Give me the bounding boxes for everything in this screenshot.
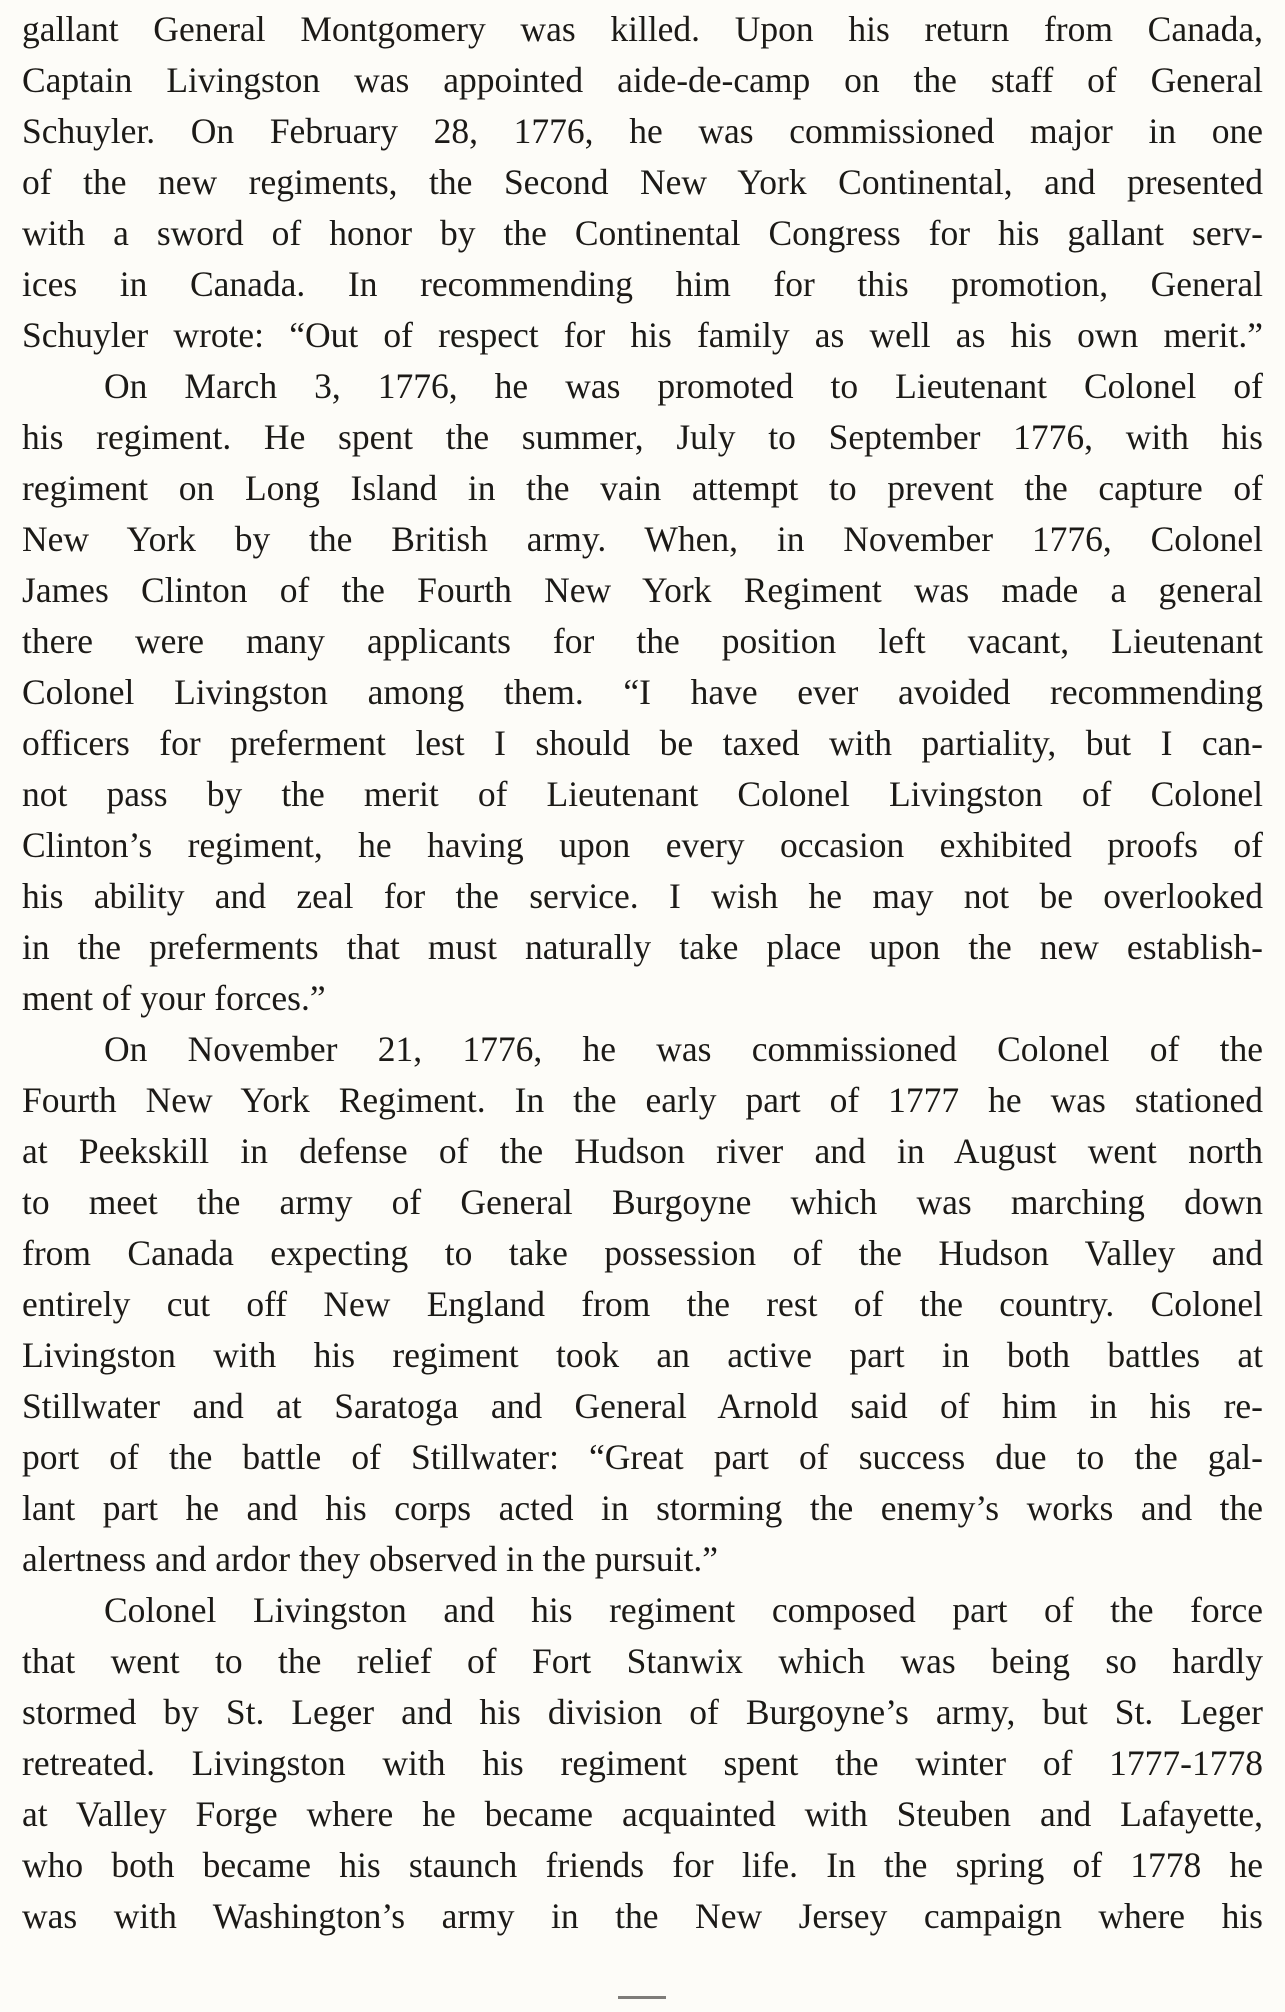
text-line: that went to the relief of Fort Stanwix which was being so hardly xyxy=(22,1641,1263,1681)
page-footer-mark xyxy=(618,1996,666,2009)
text-line: at Valley Forge where he became acquainted with Steuben and Lafayette, xyxy=(22,1794,1263,1834)
text-line: who both became his staunch friends for life. In the spring of 1778 he xyxy=(22,1845,1263,1885)
text-line: Schuyler. On February 28, 1776, he was commissioned major in one xyxy=(22,111,1263,151)
text-line: officers for preferment lest I should be taxed with partiality, but I can- xyxy=(22,723,1263,763)
text-line: there were many applicants for the position left vacant, Lieutenant xyxy=(22,621,1263,661)
text-line: Livingston with his regiment took an active part in both battles at xyxy=(22,1335,1263,1375)
text-line: Captain Livingston was appointed aide-de-camp on the staff of General xyxy=(22,60,1263,100)
text-line: New York by the British army. When, in November 1776, Colonel xyxy=(22,519,1263,559)
text-body xyxy=(22,4,1263,1942)
text-line: from Canada expecting to take possession of the Hudson Valley and xyxy=(22,1233,1263,1273)
text-line: to meet the army of General Burgoyne which was marching down xyxy=(22,1182,1263,1222)
text-line: James Clinton of the Fourth New York Regiment was made a general xyxy=(22,570,1263,610)
text-line: On March 3, 1776, he was promoted to Lieutenant Colonel of xyxy=(104,366,1263,406)
text-line: Schuyler wrote: “Out of respect for his family as well as his own merit.” xyxy=(22,315,1263,355)
paragraph-4 xyxy=(22,1585,1263,1942)
text-line: On November 21, 1776, he was commissioned Colonel of the xyxy=(104,1029,1263,1069)
text-line: not pass by the merit of Lieutenant Colonel Livingston of Colonel xyxy=(22,774,1263,814)
paragraph-2 xyxy=(22,361,1263,1024)
paragraph-1 xyxy=(22,4,1263,361)
text-line: stormed by St. Leger and his division of Burgoyne’s army, but St. Leger xyxy=(22,1692,1263,1732)
text-line: Colonel Livingston and his regiment composed part of the force xyxy=(104,1590,1263,1630)
text-line: alertness and ardor they observed in the pursuit.” xyxy=(22,1539,718,1579)
text-line: in the preferments that must naturally take place upon the new establish- xyxy=(22,927,1263,967)
text-line: Colonel Livingston among them. “I have ever avoided recommending xyxy=(22,672,1263,712)
text-line: entirely cut off New England from the rest of the country. Colonel xyxy=(22,1284,1263,1324)
text-line: Clinton’s regiment, he having upon every occasion exhibited proofs of xyxy=(22,825,1263,865)
text-line: retreated. Livingston with his regiment spent the winter of 1777-1778 xyxy=(22,1743,1263,1783)
text-line: at Peekskill in defense of the Hudson river and in August went north xyxy=(22,1131,1263,1171)
text-line: ment of your forces.” xyxy=(22,978,326,1018)
text-line: gallant General Montgomery was killed. Upon his return from Canada, xyxy=(22,9,1263,49)
text-line: was with Washington’s army in the New Jersey campaign where his xyxy=(22,1896,1263,1936)
paragraph-3 xyxy=(22,1024,1263,1585)
text-line: with a sword of honor by the Continental Congress for his gallant serv- xyxy=(22,213,1263,253)
text-line: of the new regiments, the Second New York Continental, and presented xyxy=(22,162,1263,202)
text-line: Fourth New York Regiment. In the early part of 1777 he was stationed xyxy=(22,1080,1263,1120)
text-line: ices in Canada. In recommending him for this promotion, General xyxy=(22,264,1263,304)
text-line: his regiment. He spent the summer, July to September 1776, with his xyxy=(22,417,1263,457)
text-line: regiment on Long Island in the vain attempt to prevent the capture of xyxy=(22,468,1263,508)
text-line: port of the battle of Stillwater: “Great part of success due to the gal- xyxy=(22,1437,1263,1477)
text-line: lant part he and his corps acted in storming the enemy’s works and the xyxy=(22,1488,1263,1528)
text-line: Stillwater and at Saratoga and General Arnold said of him in his re- xyxy=(22,1386,1263,1426)
text-line: his ability and zeal for the service. I wish he may not be overlooked xyxy=(22,876,1263,916)
